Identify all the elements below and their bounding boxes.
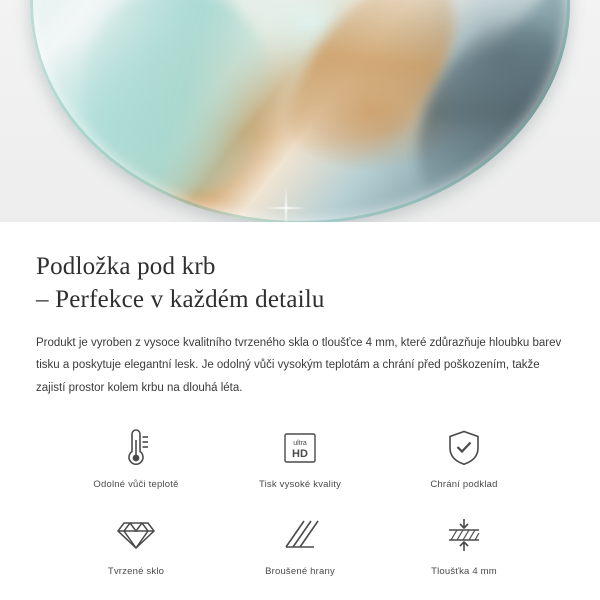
feature-item-surface-protection — [382, 425, 546, 490]
feature-label: Odolné vůči teplotě — [93, 479, 179, 491]
shield-check-icon — [446, 425, 482, 471]
polished-edges-icon — [280, 512, 320, 558]
feature-item-thickness — [382, 512, 546, 577]
thickness-arrows-icon — [444, 512, 484, 558]
page-title — [36, 250, 564, 316]
feature-item-tempered-glass — [54, 512, 218, 577]
feature-label: Tvrzené sklo — [107, 566, 165, 578]
feature-label: Broušené hrany — [265, 566, 335, 578]
diamond-icon — [116, 512, 156, 558]
feature-label: Tisk vysoké kvality — [258, 479, 342, 491]
feature-item-polished-edges — [218, 512, 382, 577]
ultra-hd-icon — [281, 425, 319, 471]
headline-line-1: Podložka pod krb — [36, 253, 216, 280]
feature-label: Chrání podklad — [430, 479, 498, 491]
description-paragraph: Produkt je vyroben z vysoce kvalitního tvrzeného skla o tloušťce 4 mm, které zdůrazňuje hloubku barev tisku a poskytuje elegantní lesk. Je odolný vůči vysokým teplotám a chrání před poškozením, takže zajistí prostor kolem krbu na dlouhá léta. — [36, 337, 562, 394]
content-block — [0, 222, 600, 577]
feature-item-temperature — [54, 425, 218, 490]
feature-grid — [36, 425, 564, 577]
headline-line-2: – Perfekce v každém detailu — [36, 286, 325, 313]
feature-label: Tloušťka 4 mm — [431, 566, 497, 578]
feature-item-print-quality — [218, 425, 382, 490]
thermometer-icon — [119, 425, 153, 471]
hero-image — [0, 0, 600, 222]
svg-text:ultra: ultra — [293, 440, 307, 448]
svg-text:HD: HD — [292, 448, 308, 461]
sparkle-icon — [264, 186, 308, 222]
